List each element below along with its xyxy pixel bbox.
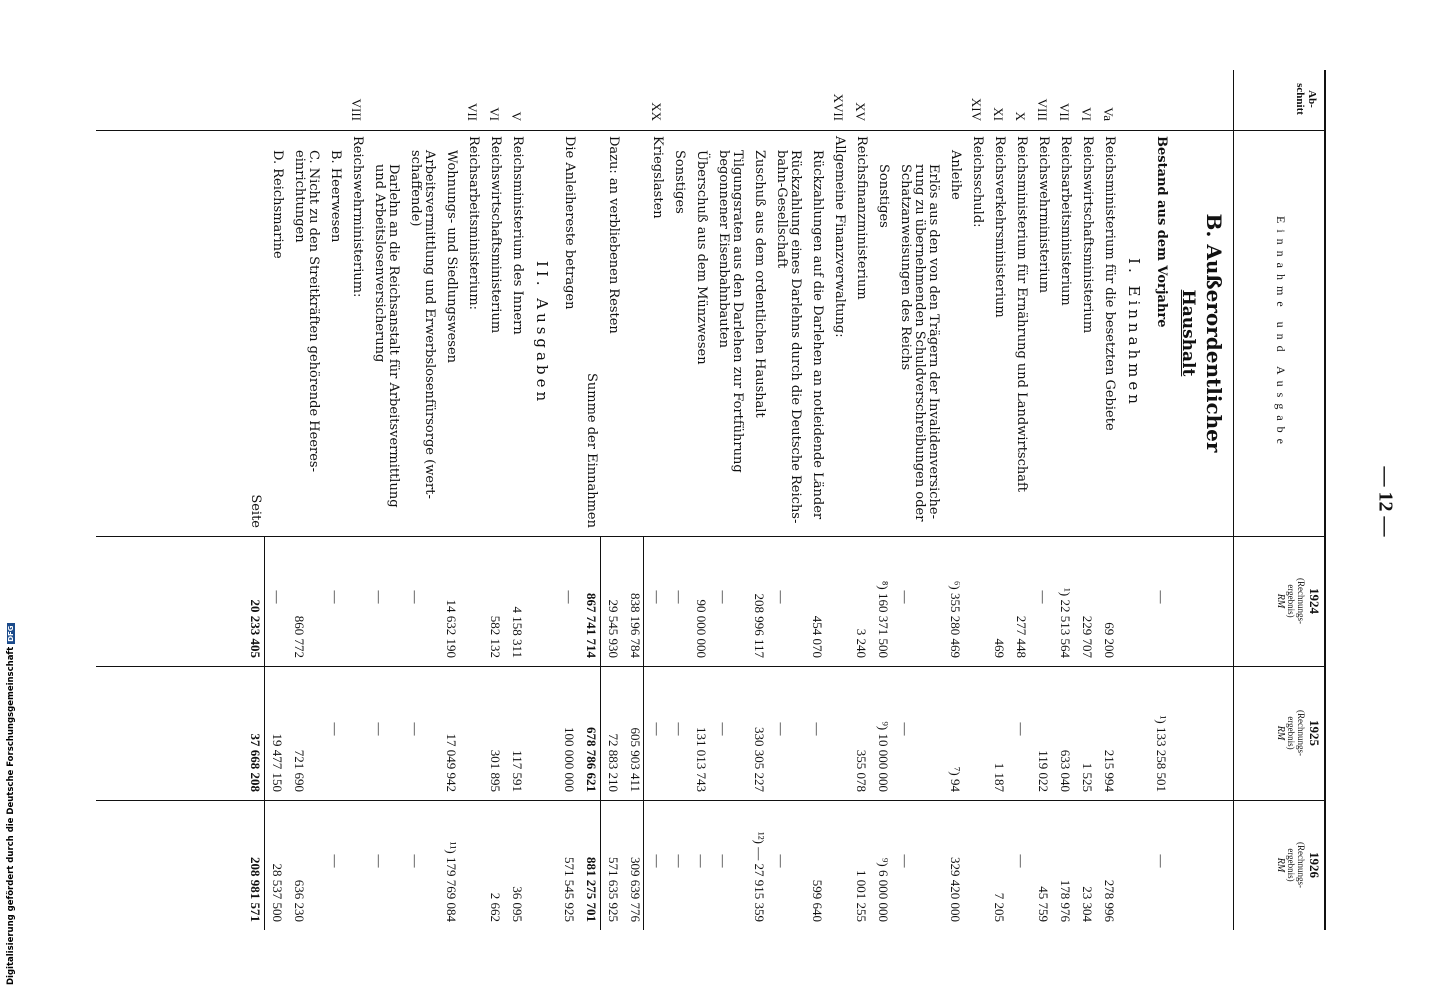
row-label: Reichswirtschaftsministerium bbox=[488, 136, 503, 334]
value-cell-1925: 330 305 227 bbox=[752, 727, 767, 792]
value-cell-1924: — bbox=[270, 590, 285, 604]
value-cell-1925: 117 591 bbox=[510, 750, 525, 792]
abschnitt-cell: VII bbox=[465, 102, 480, 121]
footer bbox=[1, 0, 17, 1000]
row-label: Sonstiges bbox=[672, 150, 687, 214]
row-label: Rückzahlung eines Darlehns durch die Deutsche Reichs- bahn-Gesellschaft bbox=[774, 150, 803, 524]
row-label: Erlös aus den von den Trägern der Invalidenversiche- rung zu übernehmenden Schuldverschreibungen oder Schatzanweisungen des Reichs bbox=[898, 164, 941, 522]
value-cell-1925: 215 994 bbox=[1102, 749, 1117, 792]
value-cell-1926: — bbox=[650, 854, 665, 868]
dfg-logo: DFG bbox=[7, 625, 15, 642]
value-cell-1925: ¹) 133 258 501 bbox=[1154, 715, 1169, 792]
value-cell-1925: — bbox=[408, 722, 423, 736]
row-label: Tilgungsraten aus den Darlehen zur Fortführung begonnener Eisenbahnbauten bbox=[716, 150, 745, 473]
value-cell-1924: 582 132 bbox=[488, 615, 503, 658]
row-label: Rückzahlungen auf die Darlehen an notleidende Länder bbox=[810, 150, 825, 520]
section-title: B. Außerordentlicher bbox=[1202, 213, 1226, 453]
value-cell-1924: 3 240 bbox=[854, 628, 869, 658]
value-cell-1924: 90 000 000 bbox=[694, 599, 709, 658]
value-cell-1925: 19 477 150 bbox=[270, 733, 285, 792]
value-cell-1924: — bbox=[408, 590, 423, 604]
value-cell-1925: ⁷) 94 bbox=[948, 766, 963, 792]
value-cell-1926: 278 996 bbox=[1102, 879, 1117, 922]
sum-rule bbox=[643, 536, 644, 930]
row-label: Arbeitsvermittlung und Erwerbslosenfürsorge (wert- schaffende) bbox=[408, 150, 437, 499]
value-cell-1925: 17 049 942 bbox=[444, 733, 459, 792]
value-cell-1924: 69 200 bbox=[1102, 622, 1117, 658]
value-cell-1926: 178 976 bbox=[1058, 879, 1073, 922]
value-cell-1924: ¹) 22 513 564 bbox=[1058, 588, 1073, 658]
value-cell-1925: 72 883 210 bbox=[606, 733, 621, 792]
abschnitt-cell: XX bbox=[649, 102, 664, 121]
value-cell-1924: ⁸) 160 371 500 bbox=[876, 580, 891, 658]
value-cell-1925: 1 187 bbox=[992, 762, 1007, 792]
value-cell-1926: — bbox=[898, 854, 913, 868]
value-cell-1925: 301 895 bbox=[488, 749, 503, 792]
abschnitt-cell: VI bbox=[487, 107, 502, 121]
section-heading: II. Ausgaben bbox=[533, 260, 551, 406]
value-cell-1924: — bbox=[562, 590, 577, 604]
year-sub: (Rechnungs- ergebnis) bbox=[1286, 842, 1306, 888]
value-cell-1924: 838 196 784 bbox=[628, 593, 643, 658]
row-label: Wohnungs- und Siedlungswesen bbox=[444, 150, 459, 364]
value-cell-1925: 721 690 bbox=[292, 749, 307, 792]
value-cell-1926: 208 981 571 bbox=[248, 857, 263, 922]
table-top-rule bbox=[1324, 70, 1326, 930]
row-label: Reichsschuld: bbox=[970, 136, 985, 228]
value-cell-1926: 571 545 925 bbox=[562, 857, 577, 922]
abschnitt-cell: VIII bbox=[1035, 98, 1050, 121]
value-cell-1925: — bbox=[650, 722, 665, 736]
value-cell-1924: 29 545 930 bbox=[606, 599, 621, 658]
row-label: Reichsministerium des Innern bbox=[510, 136, 525, 335]
row-label: Reichsarbeitsministerium bbox=[1058, 136, 1073, 306]
value-cell-1926: 1 001 255 bbox=[854, 870, 869, 922]
value-cell-1925: — bbox=[898, 722, 913, 736]
value-cell-1926: 571 635 925 bbox=[606, 857, 621, 922]
year-1925-header bbox=[1275, 666, 1322, 800]
row-label: Reichswehrministerium: bbox=[350, 136, 365, 298]
abschnitt-cell: XIV bbox=[969, 97, 984, 121]
row-label: Reichswirtschaftsministerium bbox=[1080, 136, 1095, 334]
value-cell-1924: 14 632 190 bbox=[444, 599, 459, 658]
value-cell-1925: 678 786 621 bbox=[584, 727, 599, 792]
value-cell-1926: 309 639 776 bbox=[628, 857, 643, 922]
value-cell-1925: — bbox=[1014, 722, 1029, 736]
value-cell-1924: 4 158 311 bbox=[510, 606, 525, 658]
row-label: Seite bbox=[248, 494, 263, 528]
year-label: 1926 bbox=[1307, 852, 1322, 878]
value-cell-1926: 329 420 000 bbox=[948, 857, 963, 922]
value-cell-1926: — bbox=[328, 854, 343, 868]
row-label: B. Heerwesen bbox=[328, 150, 343, 243]
year-label: 1925 bbox=[1307, 720, 1322, 746]
row-label: Reichswehrministerium bbox=[1036, 136, 1051, 294]
value-cell-1925: 355 078 bbox=[854, 749, 869, 792]
value-cell-1926: 599 640 bbox=[810, 879, 825, 922]
abschnitt-cell: VIII bbox=[349, 98, 364, 121]
value-cell-1925: 100 000 000 bbox=[562, 727, 577, 792]
year-sub: (Rechnungs- ergebnis) bbox=[1286, 578, 1306, 624]
abschnitt-cell: XVII bbox=[831, 93, 846, 121]
year-1926-header bbox=[1275, 800, 1322, 930]
row-label: Darlehn an die Reichsanstalt für Arbeitsvermittlung und Arbeitslosenversicherung bbox=[372, 164, 401, 508]
value-cell-1926: — bbox=[372, 854, 387, 868]
abschnitt-cell: VI bbox=[1079, 107, 1094, 121]
row-label: Reichsministerium für die besetzten Gebiete bbox=[1102, 136, 1117, 431]
row-label: Reichsfinanzministerium bbox=[854, 136, 869, 300]
value-cell-1926: ¹²) — 27 915 359 bbox=[752, 831, 767, 922]
value-cell-1924: 469 bbox=[992, 638, 1007, 658]
value-cell-1926: 881 275 701 bbox=[584, 857, 599, 922]
value-cell-1926: — bbox=[774, 854, 789, 868]
value-cell-1925: — bbox=[810, 722, 825, 736]
value-cell-1924: — bbox=[774, 590, 789, 604]
value-cell-1924: 277 448 bbox=[1014, 615, 1029, 658]
row-label: Kriegslasten bbox=[650, 136, 665, 219]
row-label: Die Anleihereste betragen bbox=[562, 136, 577, 310]
value-cell-1925: 1 525 bbox=[1080, 762, 1095, 792]
footer-label: Digitalisierung gefördert durch die Deutsche Forschungsgemeinschaft bbox=[6, 646, 16, 985]
value-cell-1924: — bbox=[1154, 590, 1169, 604]
value-cell-1925: ⁹) 10 000 000 bbox=[876, 721, 891, 792]
value-cell-1925: — bbox=[774, 722, 789, 736]
value-cell-1926: — bbox=[672, 854, 687, 868]
year-unit: RM bbox=[1275, 857, 1286, 873]
year-1924-header bbox=[1275, 536, 1322, 666]
row-label: Sonstiges bbox=[876, 164, 891, 228]
row-label: Zuschuß aus dem ordentlichen Haushalt bbox=[752, 150, 767, 418]
abschnitt-cell: V bbox=[509, 111, 524, 121]
value-cell-1926: — bbox=[1014, 854, 1029, 868]
value-cell-1924: — bbox=[372, 590, 387, 604]
value-cell-1924: — bbox=[650, 590, 665, 604]
abschnitt-cell: XV bbox=[853, 102, 868, 121]
value-cell-1925: — bbox=[716, 722, 731, 736]
value-cell-1924: 860 772 bbox=[292, 615, 307, 658]
year-unit: RM bbox=[1275, 593, 1286, 609]
value-cell-1924: — bbox=[716, 590, 731, 604]
value-cell-1924: — bbox=[1036, 590, 1051, 604]
row-label: Reichsverkehrsministerium bbox=[992, 136, 1007, 318]
row-label: Reichsarbeitsministerium: bbox=[466, 136, 481, 311]
value-cell-1925: 633 040 bbox=[1058, 749, 1073, 792]
value-cell-1925: 605 903 411 bbox=[628, 727, 643, 792]
value-cell-1926: 7 205 bbox=[992, 892, 1007, 922]
value-cell-1926: — bbox=[716, 854, 731, 868]
value-cell-1926: ¹¹) 179 769 084 bbox=[444, 841, 459, 922]
value-cell-1924: — bbox=[328, 590, 343, 604]
row-label: D. Reichsmarine bbox=[270, 150, 285, 259]
row-label: Dazu: an verbliebenen Resten bbox=[606, 136, 621, 334]
value-cell-1924: 454 070 bbox=[810, 615, 825, 658]
section-heading: I. Einnahmen bbox=[1125, 258, 1143, 408]
value-cell-1925: — bbox=[372, 722, 387, 736]
row-label: C. Nicht zu den Streitkräften gehörende Heeres- einrichtungen bbox=[292, 150, 321, 472]
value-cell-1926: 36 095 bbox=[510, 886, 525, 922]
value-cell-1924: 208 996 117 bbox=[752, 593, 767, 658]
header-rule bbox=[1233, 70, 1234, 930]
value-cell-1926: — bbox=[1154, 854, 1169, 868]
abschnitt-cell: XI bbox=[991, 107, 1006, 121]
value-cell-1926: 28 537 500 bbox=[270, 863, 285, 922]
row-label: Summe der Einnahmen bbox=[584, 372, 599, 528]
sum-rule bbox=[264, 536, 265, 930]
col-abschnitt-header: Ab- schnitt bbox=[1294, 83, 1318, 115]
year-label: 1924 bbox=[1307, 588, 1322, 614]
value-cell-1924: — bbox=[672, 590, 687, 604]
value-cell-1926: 45 759 bbox=[1036, 886, 1051, 922]
value-cell-1925: 119 022 bbox=[1036, 750, 1051, 792]
value-cell-1926: ⁹) 6 000 000 bbox=[876, 857, 891, 922]
value-cell-1926: 636 230 bbox=[292, 879, 307, 922]
value-cell-1924: 867 741 714 bbox=[584, 593, 599, 658]
sum-rule bbox=[600, 536, 601, 930]
abschnitt-divider bbox=[96, 130, 1326, 131]
value-cell-1926: 23 304 bbox=[1080, 886, 1095, 922]
row-label: Anleihe bbox=[948, 150, 963, 200]
abschnitt-cell: Va bbox=[1101, 107, 1116, 121]
abschnitt-cell: X bbox=[1013, 111, 1028, 121]
value-cell-1925: 131 013 743 bbox=[694, 727, 709, 792]
year-unit: RM bbox=[1275, 725, 1286, 741]
value-cell-1925: 37 668 208 bbox=[248, 733, 263, 792]
row-label: Überschuß aus dem Münzwesen bbox=[694, 150, 709, 365]
value-cell-1924: ⁶) 355 280 469 bbox=[948, 580, 963, 658]
col-title-header: Einnahme und Ausgabe bbox=[1274, 216, 1288, 450]
row-label: Allgemeine Finanzverwaltung: bbox=[832, 136, 847, 338]
row-label: Reichsministerium für Ernährung und Landwirtschaft bbox=[1014, 136, 1029, 493]
row-label: Bestand aus dem Vorjahre bbox=[1154, 136, 1169, 328]
value-cell-1926: 2 662 bbox=[488, 892, 503, 922]
value-cell-1926: — bbox=[694, 854, 709, 868]
rotated-table bbox=[76, 70, 1326, 930]
value-cell-1924: — bbox=[898, 590, 913, 604]
value-cell-1925: — bbox=[328, 722, 343, 736]
value-cell-1925: — bbox=[672, 722, 687, 736]
page-number: — 12 — bbox=[1374, 466, 1397, 537]
section-subtitle: Haushalt bbox=[1178, 289, 1198, 377]
footer-text bbox=[6, 5, 16, 985]
value-cell-1924: 229 707 bbox=[1080, 615, 1095, 658]
abschnitt-cell: VII bbox=[1057, 102, 1072, 121]
year-sub: (Rechnungs- ergebnis) bbox=[1286, 710, 1306, 756]
value-cell-1926: — bbox=[408, 854, 423, 868]
value-cell-1924: 20 233 405 bbox=[248, 599, 263, 658]
